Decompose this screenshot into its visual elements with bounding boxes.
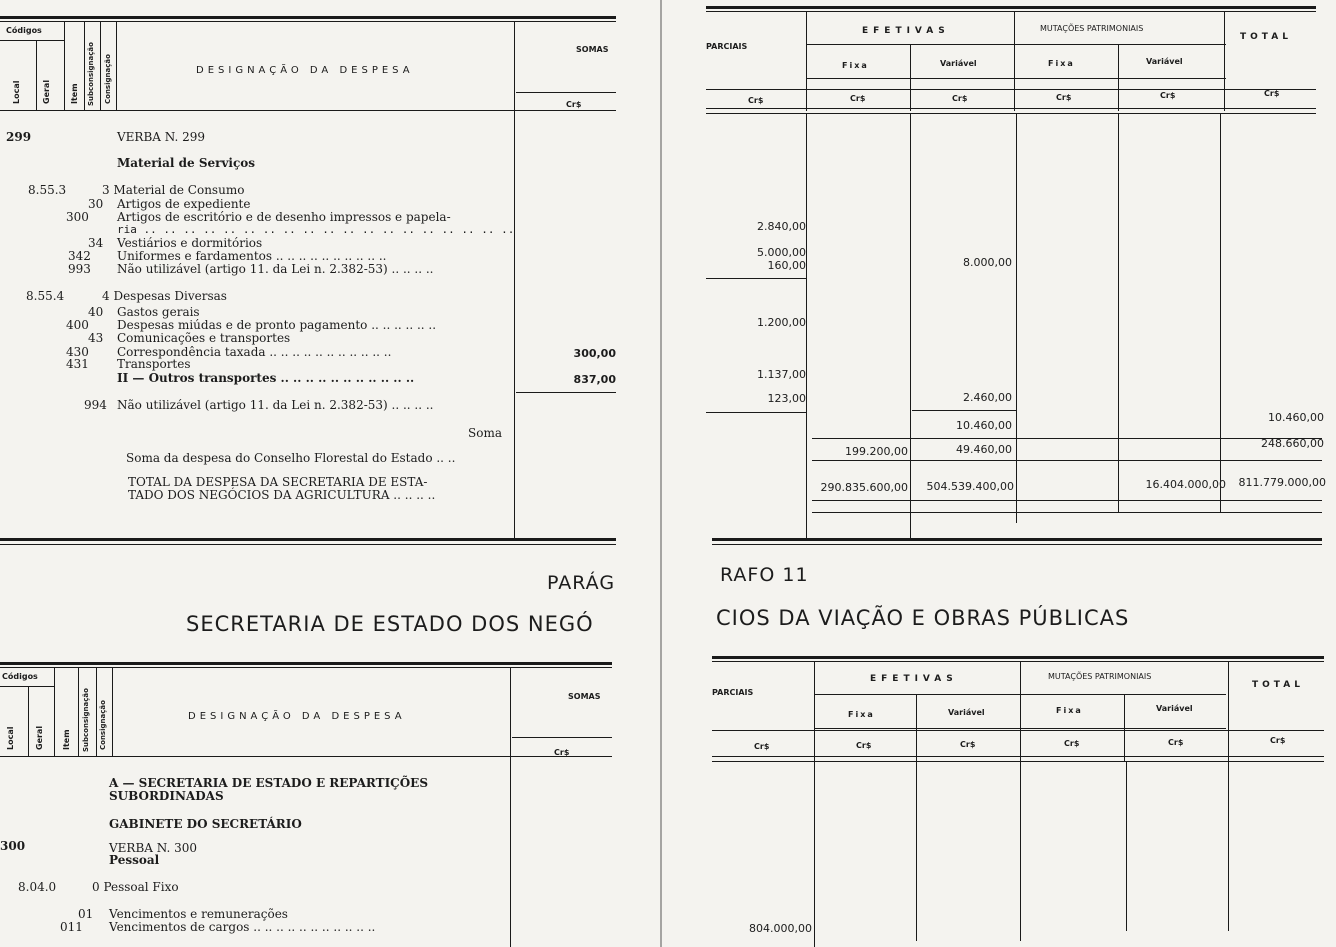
efetiva-variavel-value: 8.000,00 [963,256,1012,269]
row-text: Artigos de escritório e de desenho impressos e papela- [117,210,451,224]
lower-row-code: 011 [60,920,83,934]
secretaria-title-left: SECRETARIA DE ESTADO DOS NEGÓ [186,612,594,636]
header-efetivas-fixa: Fixa [842,61,869,70]
row-material-servicos: Material de Serviços [117,156,256,170]
row-code: 994 [84,398,107,412]
lower-header-local: Local [6,726,15,750]
soma-correspondencia: 300,00 [573,347,616,360]
lower-row-pessoal-fixo: 0 Pessoal Fixo [92,880,179,894]
parcial-value: 123,00 [767,392,806,405]
header-mutacoes: MUTAÇÕES PATRIMONIAIS [1040,24,1144,33]
currency-mutacoes-variavel: Cr$ [1160,91,1176,100]
efetiva-variavel-value: 49.460,00 [956,443,1012,456]
row-soma: Soma [468,426,502,440]
row-code: 8.55.4 [26,289,65,303]
lower-row-subordinadas: SUBORDINADAS [109,789,224,803]
row-verba-299: VERBA N. 299 [117,130,206,144]
row-text: Não utilizável (artigo 11. da Lei n. 2.382-53) .. .. .. .. [117,398,434,412]
currency-efetivas-fixa: Cr$ [850,94,866,103]
lower-header-efetivas-fixa: Fixa [848,710,875,719]
lower-currency-mutacoes-variavel: Cr$ [1168,738,1184,747]
lower-row-secretaria: A — SECRETARIA DE ESTADO E REPARTIÇÕES [109,776,428,790]
mutacao-variavel-value: 16.404.000,00 [1145,478,1226,491]
lower-parcial-value: 804.000,00 [749,922,812,935]
row-code: 30 [88,197,104,211]
total-value: 811.779.000,00 [1238,476,1326,489]
currency-total: Cr$ [1264,89,1280,98]
row-code: 34 [88,236,104,250]
lower-header-mutacoes: MUTAÇÕES PATRIMONIAIS [1048,672,1152,681]
efetiva-fixa-value: 290.835.600,00 [820,481,908,494]
lower-row-verba-300: VERBA N. 300 [109,841,198,855]
row-code: 300 [66,210,89,224]
row-text: 3 Material de Consumo [102,183,245,197]
lower-header-currency: Cr$ [554,748,570,757]
header-parciais: PARCIAIS [706,42,748,51]
lower-row-code: 01 [78,907,94,921]
header-efetivas-variavel: Variável [940,59,977,68]
row-text: Uniformes e fardamentos .. .. .. .. .. .. .. .. .. .. [117,249,387,263]
header-designacao: DESIGNAÇÃO DA DESPESA [196,65,414,76]
efetiva-variavel-value: 2.460,00 [963,391,1012,404]
soma-outros-transportes: 837,00 [573,373,616,386]
lower-row-code: 8.04.0 [18,880,57,894]
lower-header-subconsignacao: Subconsignação [82,688,90,752]
lower-currency-mutacoes-fixa: Cr$ [1064,739,1080,748]
row-text: Comunicações e transportes [117,331,291,345]
efetiva-variavel-value: 10.460,00 [956,419,1012,432]
header-subconsignacao: Subconsignação [87,42,95,106]
lower-header-consignacao: Consignação [99,700,107,750]
header-total: TOTAL [1240,32,1292,42]
total-value: 10.460,00 [1268,411,1324,424]
row-text: Transportes [117,357,191,371]
row-soma-conselho: Soma da despesa do Conselho Florestal do Estado .. .. [126,451,456,465]
header-item: Item [70,83,79,104]
header-mutacoes-variavel: Variável [1146,57,1183,66]
paragraph-title-left: PARÁG [547,572,616,594]
efetiva-variavel-value: 504.539.400,00 [926,480,1014,493]
efetiva-fixa-value: 199.200,00 [845,445,908,458]
secretaria-title-right: CIOS DA VIAÇÃO E OBRAS PÚBLICAS [716,606,1130,630]
lower-currency-efetivas-fixa: Cr$ [856,741,872,750]
row-text: II — Outros transportes .. .. .. .. .. .. .. .. .. .. .. [117,371,415,385]
parcial-value: 1.137,00 [757,368,806,381]
page-gutter [660,0,662,947]
lower-header-parciais: PARCIAIS [712,688,754,697]
lower-row-vencimentos: Vencimentos e remunerações [109,907,288,921]
lower-row-code: 300 [0,839,26,853]
header-mutacoes-fixa: Fixa [1048,59,1075,68]
row-total-line-1: TOTAL DA DESPESA DA SECRETARIA DE ESTA- [128,475,428,489]
parcial-value: 2.840,00 [757,220,806,233]
lower-row-pessoal: Pessoal [109,853,160,867]
header-local: Local [12,80,21,104]
row-code: 43 [88,331,104,345]
row-code: 993 [68,262,91,276]
row-code: 8.55.3 [28,183,67,197]
currency-efetivas-variavel: Cr$ [952,94,968,103]
parcial-value: 1.200,00 [757,316,806,329]
header-codigos: Códigos [6,26,42,35]
row-code: 400 [66,318,89,332]
lower-header-designacao: DESIGNAÇÃO DA DESPESA [188,711,406,722]
lower-header-efetivas: EFETIVAS [870,674,958,684]
row-code: 342 [68,249,91,263]
header-efetivas: EFETIVAS [862,26,950,36]
header-geral: Geral [42,79,51,104]
lower-header-mutacoes-fixa: Fixa [1056,706,1083,715]
lower-header-total: TOTAL [1252,680,1304,690]
lower-header-codigos: Códigos [2,672,38,681]
row-text: ria .. .. .. .. .. .. .. .. .. .. .. .. .. .. .. .. .. .. .. [117,223,515,236]
parcial-value: 160,00 [767,259,806,272]
row-text: Artigos de expediente [117,197,251,211]
row-code: 431 [66,357,89,371]
parcial-value: 5.000,00 [757,246,806,259]
lower-header-item: Item [62,729,71,750]
header-consignacao: Consignação [104,54,112,104]
row-text: Gastos gerais [117,305,200,319]
row-text: 4 Despesas Diversas [102,289,227,303]
lower-header-mutacoes-variavel: Variável [1156,704,1193,713]
row-code: 299 [6,130,32,144]
lower-header-geral: Geral [35,725,44,750]
header-currency: Cr$ [566,100,582,109]
total-value: 248.660,00 [1261,437,1324,450]
row-text: Correspondência taxada .. .. .. .. .. .. .. .. .. .. .. [117,345,392,359]
lower-currency-total: Cr$ [1270,736,1286,745]
currency-parciais: Cr$ [748,96,764,105]
lower-currency-efetivas-variavel: Cr$ [960,740,976,749]
currency-mutacoes-fixa: Cr$ [1056,93,1072,102]
row-code: 40 [88,305,104,319]
header-somas: SOMAS [576,45,609,54]
row-code: 430 [66,345,89,359]
row-text: Despesas miúdas e de pronto pagamento .. .. .. .. .. .. [117,318,437,332]
row-text: Vestiários e dormitórios [117,236,263,250]
paragraph-title-right: RAFO 11 [720,564,809,586]
lower-row-vencimentos-cargos: Vencimentos de cargos .. .. .. .. .. .. .. .. .. .. .. [109,920,376,934]
lower-header-efetivas-variavel: Variável [948,708,985,717]
row-total-line-2: TADO DOS NEGÓCIOS DA AGRICULTURA .. .. .. .. [128,488,436,502]
lower-currency-parciais: Cr$ [754,742,770,751]
row-text: Não utilizável (artigo 11. da Lei n. 2.382-53) .. .. .. .. [117,262,434,276]
lower-row-gabinete: GABINETE DO SECRETÁRIO [109,817,302,831]
lower-header-somas: SOMAS [568,692,601,701]
